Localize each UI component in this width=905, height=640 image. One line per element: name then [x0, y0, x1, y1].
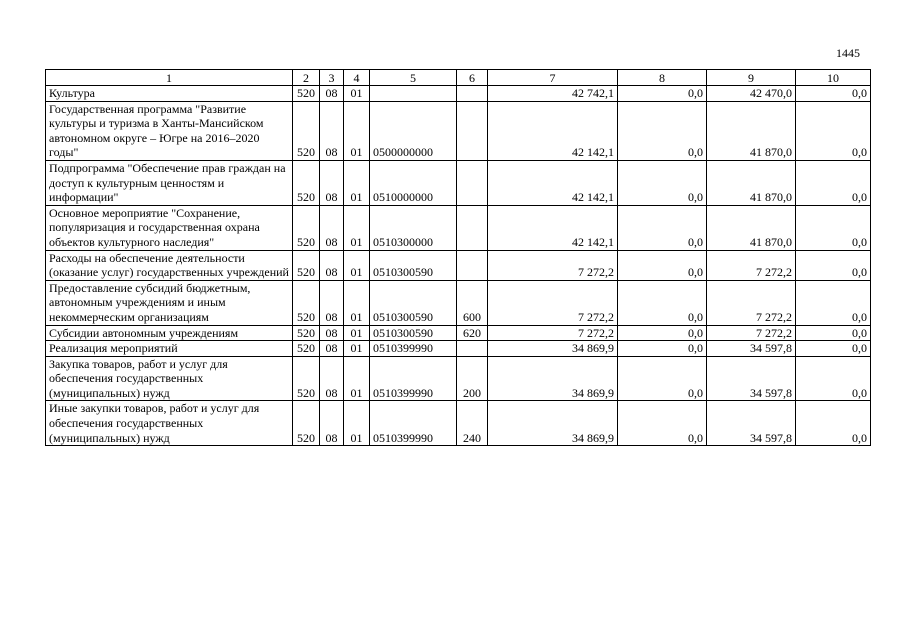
- amount-col-10-cell: 0,0: [796, 341, 871, 357]
- amount-col-7-cell: 42 142,1: [488, 205, 618, 250]
- table-row: [46, 160, 871, 205]
- target-article-cell: 0510399990: [370, 356, 457, 401]
- section-code-cell: 08: [320, 101, 344, 160]
- section-code-cell: 08: [320, 341, 344, 357]
- row-name-cell: Закупка товаров, работ и услуг для обеспечения государственных (муниципальных) нужд: [46, 356, 293, 401]
- section-code-cell: 08: [320, 86, 344, 102]
- column-header-9: 9: [707, 70, 796, 86]
- subsection-code-cell: 01: [344, 86, 370, 102]
- page-number: 1445: [836, 46, 860, 60]
- subsection-code-cell: 01: [344, 280, 370, 325]
- amount-col-7-cell: 42 742,1: [488, 86, 618, 102]
- amount-col-10-cell: 0,0: [796, 356, 871, 401]
- target-article-cell: 0510000000: [370, 160, 457, 205]
- expense-type-cell: 240: [457, 401, 488, 446]
- amount-col-7-cell: 34 869,9: [488, 341, 618, 357]
- table-row: [46, 356, 871, 401]
- subsection-code-cell: 01: [344, 325, 370, 341]
- column-header-4: 4: [344, 70, 370, 86]
- target-article-cell: 0510300000: [370, 205, 457, 250]
- target-article-cell: 0510300590: [370, 280, 457, 325]
- column-header-2: 2: [293, 70, 320, 86]
- column-header-6: 6: [457, 70, 488, 86]
- admin-code-cell: 520: [293, 101, 320, 160]
- amount-col-8-cell: 0,0: [618, 101, 707, 160]
- amount-col-9-cell: 41 870,0: [707, 101, 796, 160]
- admin-code-cell: 520: [293, 205, 320, 250]
- table-body: [46, 86, 871, 446]
- row-name-cell: Субсидии автономным учреждениям: [46, 325, 293, 341]
- admin-code-cell: 520: [293, 250, 320, 280]
- target-article-cell: 0510399990: [370, 341, 457, 357]
- table-row: [46, 280, 871, 325]
- row-name-cell: Государственная программа "Развитие культуры и туризма в Ханты-Мансийском автономном округе – Югре на 2016–2020 годы": [46, 101, 293, 160]
- section-code-cell: 08: [320, 325, 344, 341]
- section-code-cell: 08: [320, 160, 344, 205]
- column-header-7: 7: [488, 70, 618, 86]
- target-article-cell: 0500000000: [370, 101, 457, 160]
- expense-type-cell: [457, 101, 488, 160]
- subsection-code-cell: 01: [344, 160, 370, 205]
- row-name-cell: Предоставление субсидий бюджетным, автономным учреждениям и иным некоммерческим организациям: [46, 280, 293, 325]
- amount-col-9-cell: 41 870,0: [707, 205, 796, 250]
- amount-col-8-cell: 0,0: [618, 325, 707, 341]
- amount-col-10-cell: 0,0: [796, 401, 871, 446]
- budget-table: [45, 69, 871, 446]
- amount-col-8-cell: 0,0: [618, 205, 707, 250]
- amount-col-7-cell: 7 272,2: [488, 325, 618, 341]
- admin-code-cell: 520: [293, 160, 320, 205]
- amount-col-9-cell: 7 272,2: [707, 280, 796, 325]
- admin-code-cell: 520: [293, 356, 320, 401]
- table-row: [46, 401, 871, 446]
- amount-col-9-cell: 42 470,0: [707, 86, 796, 102]
- expense-type-cell: 620: [457, 325, 488, 341]
- amount-col-7-cell: 34 869,9: [488, 356, 618, 401]
- table-row: [46, 250, 871, 280]
- amount-col-8-cell: 0,0: [618, 401, 707, 446]
- table-row: [46, 325, 871, 341]
- amount-col-9-cell: 34 597,8: [707, 356, 796, 401]
- amount-col-7-cell: 7 272,2: [488, 250, 618, 280]
- amount-col-7-cell: 34 869,9: [488, 401, 618, 446]
- amount-col-8-cell: 0,0: [618, 86, 707, 102]
- amount-col-10-cell: 0,0: [796, 101, 871, 160]
- admin-code-cell: 520: [293, 280, 320, 325]
- amount-col-9-cell: 34 597,8: [707, 341, 796, 357]
- amount-col-10-cell: 0,0: [796, 160, 871, 205]
- amount-col-8-cell: 0,0: [618, 250, 707, 280]
- expense-type-cell: [457, 205, 488, 250]
- table-header: [46, 70, 871, 86]
- row-name-cell: Основное мероприятие "Сохранение, популяризация и государственная охрана объектов культурного наследия": [46, 205, 293, 250]
- row-name-cell: Расходы на обеспечение деятельности (оказание услуг) государственных учреждений: [46, 250, 293, 280]
- table-row: [46, 205, 871, 250]
- section-code-cell: 08: [320, 401, 344, 446]
- subsection-code-cell: 01: [344, 401, 370, 446]
- row-name-cell: Иные закупки товаров, работ и услуг для обеспечения государственных (муниципальных) нужд: [46, 401, 293, 446]
- expense-type-cell: 600: [457, 280, 488, 325]
- column-header-10: 10: [796, 70, 871, 86]
- amount-col-10-cell: 0,0: [796, 325, 871, 341]
- amount-col-9-cell: 7 272,2: [707, 250, 796, 280]
- target-article-cell: 0510300590: [370, 250, 457, 280]
- admin-code-cell: 520: [293, 86, 320, 102]
- expense-type-cell: [457, 160, 488, 205]
- row-name-cell: Реализация мероприятий: [46, 341, 293, 357]
- target-article-cell: [370, 86, 457, 102]
- subsection-code-cell: 01: [344, 341, 370, 357]
- column-header-3: 3: [320, 70, 344, 86]
- expense-type-cell: [457, 86, 488, 102]
- amount-col-9-cell: 41 870,0: [707, 160, 796, 205]
- column-header-1: 1: [46, 70, 293, 86]
- row-name-cell: Подпрограмма "Обеспечение прав граждан на доступ к культурным ценностям и информации": [46, 160, 293, 205]
- amount-col-8-cell: 0,0: [618, 280, 707, 325]
- amount-col-10-cell: 0,0: [796, 86, 871, 102]
- row-name-cell: Культура: [46, 86, 293, 102]
- section-code-cell: 08: [320, 205, 344, 250]
- table-row: [46, 86, 871, 102]
- subsection-code-cell: 01: [344, 101, 370, 160]
- table-row: [46, 341, 871, 357]
- amount-col-8-cell: 0,0: [618, 356, 707, 401]
- amount-col-7-cell: 7 272,2: [488, 280, 618, 325]
- admin-code-cell: 520: [293, 401, 320, 446]
- amount-col-9-cell: 7 272,2: [707, 325, 796, 341]
- amount-col-7-cell: 42 142,1: [488, 160, 618, 205]
- expense-type-cell: 200: [457, 356, 488, 401]
- expense-type-cell: [457, 341, 488, 357]
- amount-col-8-cell: 0,0: [618, 160, 707, 205]
- subsection-code-cell: 01: [344, 205, 370, 250]
- amount-col-9-cell: 34 597,8: [707, 401, 796, 446]
- subsection-code-cell: 01: [344, 250, 370, 280]
- table-header-row: [46, 70, 871, 86]
- amount-col-10-cell: 0,0: [796, 250, 871, 280]
- amount-col-7-cell: 42 142,1: [488, 101, 618, 160]
- target-article-cell: 0510399990: [370, 401, 457, 446]
- subsection-code-cell: 01: [344, 356, 370, 401]
- amount-col-10-cell: 0,0: [796, 280, 871, 325]
- table-row: [46, 101, 871, 160]
- admin-code-cell: 520: [293, 325, 320, 341]
- amount-col-10-cell: 0,0: [796, 205, 871, 250]
- column-header-8: 8: [618, 70, 707, 86]
- target-article-cell: 0510300590: [370, 325, 457, 341]
- column-header-5: 5: [370, 70, 457, 86]
- section-code-cell: 08: [320, 250, 344, 280]
- amount-col-8-cell: 0,0: [618, 341, 707, 357]
- expense-type-cell: [457, 250, 488, 280]
- section-code-cell: 08: [320, 356, 344, 401]
- admin-code-cell: 520: [293, 341, 320, 357]
- section-code-cell: 08: [320, 280, 344, 325]
